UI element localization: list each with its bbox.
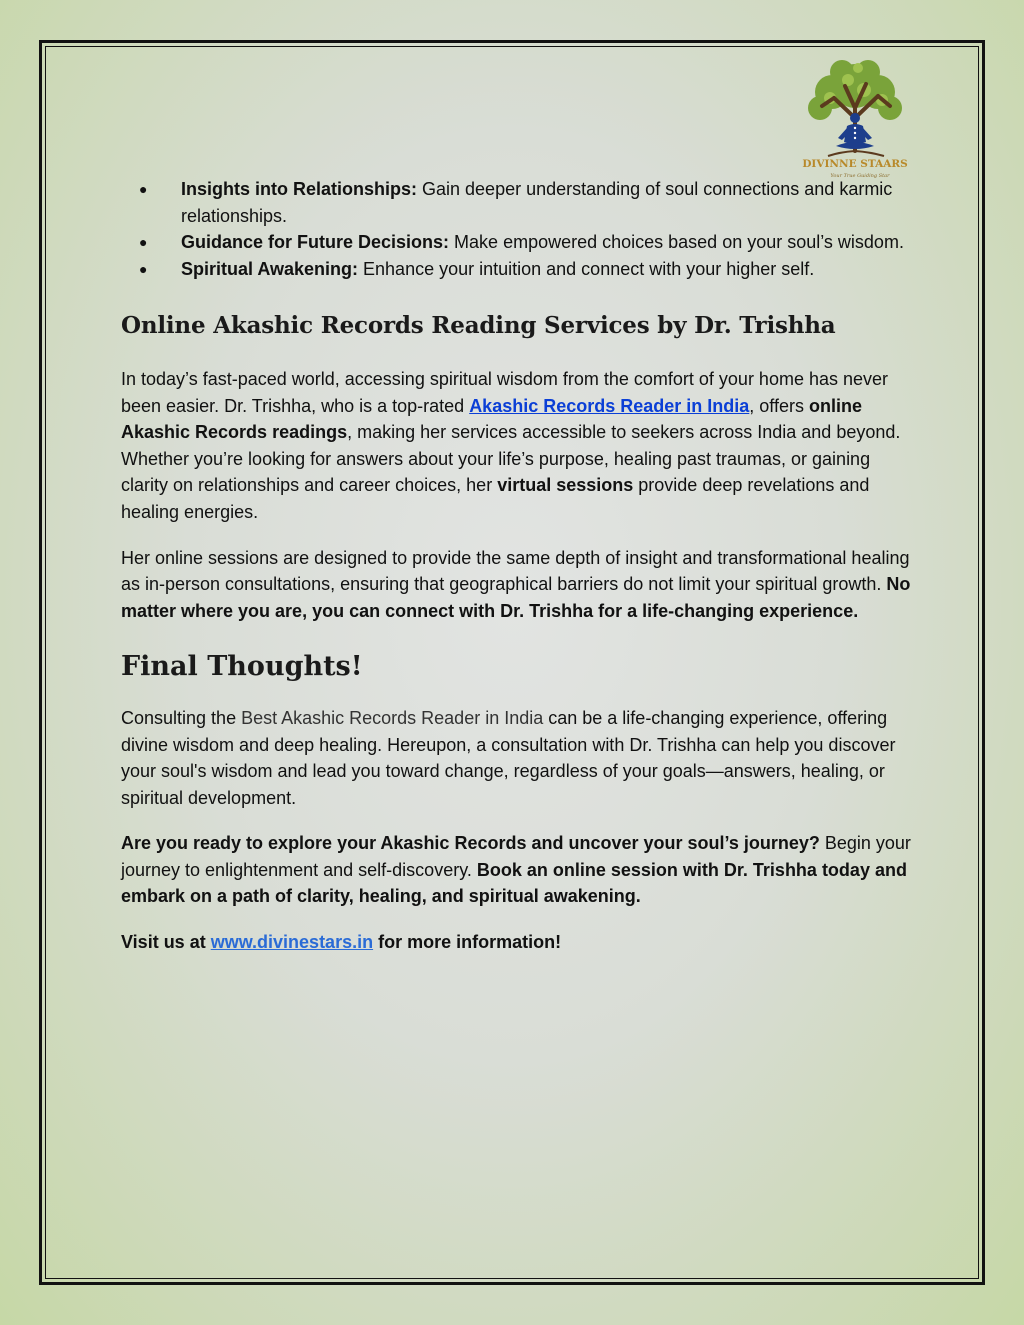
akashic-reader-india-link[interactable]: Akashic Records Reader in India xyxy=(469,395,750,416)
tree-meditation-logo-icon xyxy=(800,56,910,181)
list-item xyxy=(121,176,911,229)
document-body xyxy=(121,176,911,956)
bullet-title: Spiritual Awakening: xyxy=(181,258,359,279)
text-run: , making her services accessible to seekers across India and beyond. Whether you’re looking for answers about your life’s purpose, healing past traumas, or gaining clarity on relationships and career choices, her xyxy=(121,422,901,496)
paragraph-online-sessions xyxy=(121,545,911,625)
bold-text-run: Visit us at xyxy=(121,932,211,953)
bullet-title: Guidance for Future Decisions: xyxy=(181,232,450,253)
bold-text-run: Book an online session with Dr. Trishha today and embark on a path of clarity, healing, and spiritual awakening. xyxy=(121,859,907,907)
bold-text-run: virtual sessions xyxy=(497,475,634,496)
text-run: Consulting the xyxy=(121,707,242,728)
bullet-text: Make empowered choices based on your soul’s wisdom. xyxy=(449,232,904,253)
paragraph-call-to-action xyxy=(121,830,911,910)
bullet-icon: ● xyxy=(139,260,148,277)
text-run: In today’s fast-paced world, accessing spiritual wisdom from the comfort of your home has never been easier. Dr. Trishha, who is a top-rated xyxy=(121,368,889,416)
bold-text-run: online Akashic Records readings xyxy=(121,395,862,443)
divinne-staars-logo xyxy=(800,56,910,181)
paragraph-online-intro xyxy=(121,366,911,526)
bullet-text: Enhance your intuition and connect with your higher self. xyxy=(358,258,815,279)
logo-tagline-text: Your True Guiding Star xyxy=(830,173,890,179)
benefits-list xyxy=(121,176,911,282)
list-item xyxy=(121,229,911,256)
bullet-icon: ● xyxy=(139,234,148,251)
bold-text-run: for more information! xyxy=(373,932,562,953)
section-heading-online-services: Online Akashic Records Reading Services by Dr. Trishha xyxy=(121,312,836,340)
text-run: Begin your journey to enlightenment and self-discovery. xyxy=(121,833,911,880)
logo-brand-text: DIVINNE STAARS xyxy=(802,158,908,170)
bullet-icon: ● xyxy=(139,181,148,197)
text-run: provide deep revelations and healing energies. xyxy=(121,475,870,522)
paragraph-visit-us xyxy=(121,929,911,956)
bullet-text: Gain deeper understanding of soul connections and karmic relationships. xyxy=(181,179,893,226)
list-item xyxy=(121,256,911,283)
bold-text-run: No matter where you are, you can connect with Dr. Trishha for a life-changing experience. xyxy=(121,574,911,621)
section-heading-final-thoughts: Final Thoughts! xyxy=(121,651,363,683)
text-run: Best Akashic Records Reader in India xyxy=(241,707,544,728)
bullet-title: Insights into Relationships: xyxy=(181,179,418,199)
text-run: Her online sessions are designed to provide the same depth of insight and transformational healing as in-person consultations, ensuring that geographical barriers do not limit your spiritual growth. xyxy=(121,547,910,595)
text-run: can be a life-changing experience, offering divine wisdom and deep healing. Hereupon, a consultation with Dr. Trishha can help you discover your soul's wisdom and lead you toward change, regardless of your goals—answers, healing, or spiritual development. xyxy=(121,707,896,808)
text-run: , offers xyxy=(749,395,809,416)
website-link[interactable]: www.divinestars.in xyxy=(210,932,374,953)
paragraph-consulting xyxy=(121,705,911,811)
bold-text-run: Are you ready to explore your Akashic Records and uncover your soul’s journey? xyxy=(121,833,820,854)
